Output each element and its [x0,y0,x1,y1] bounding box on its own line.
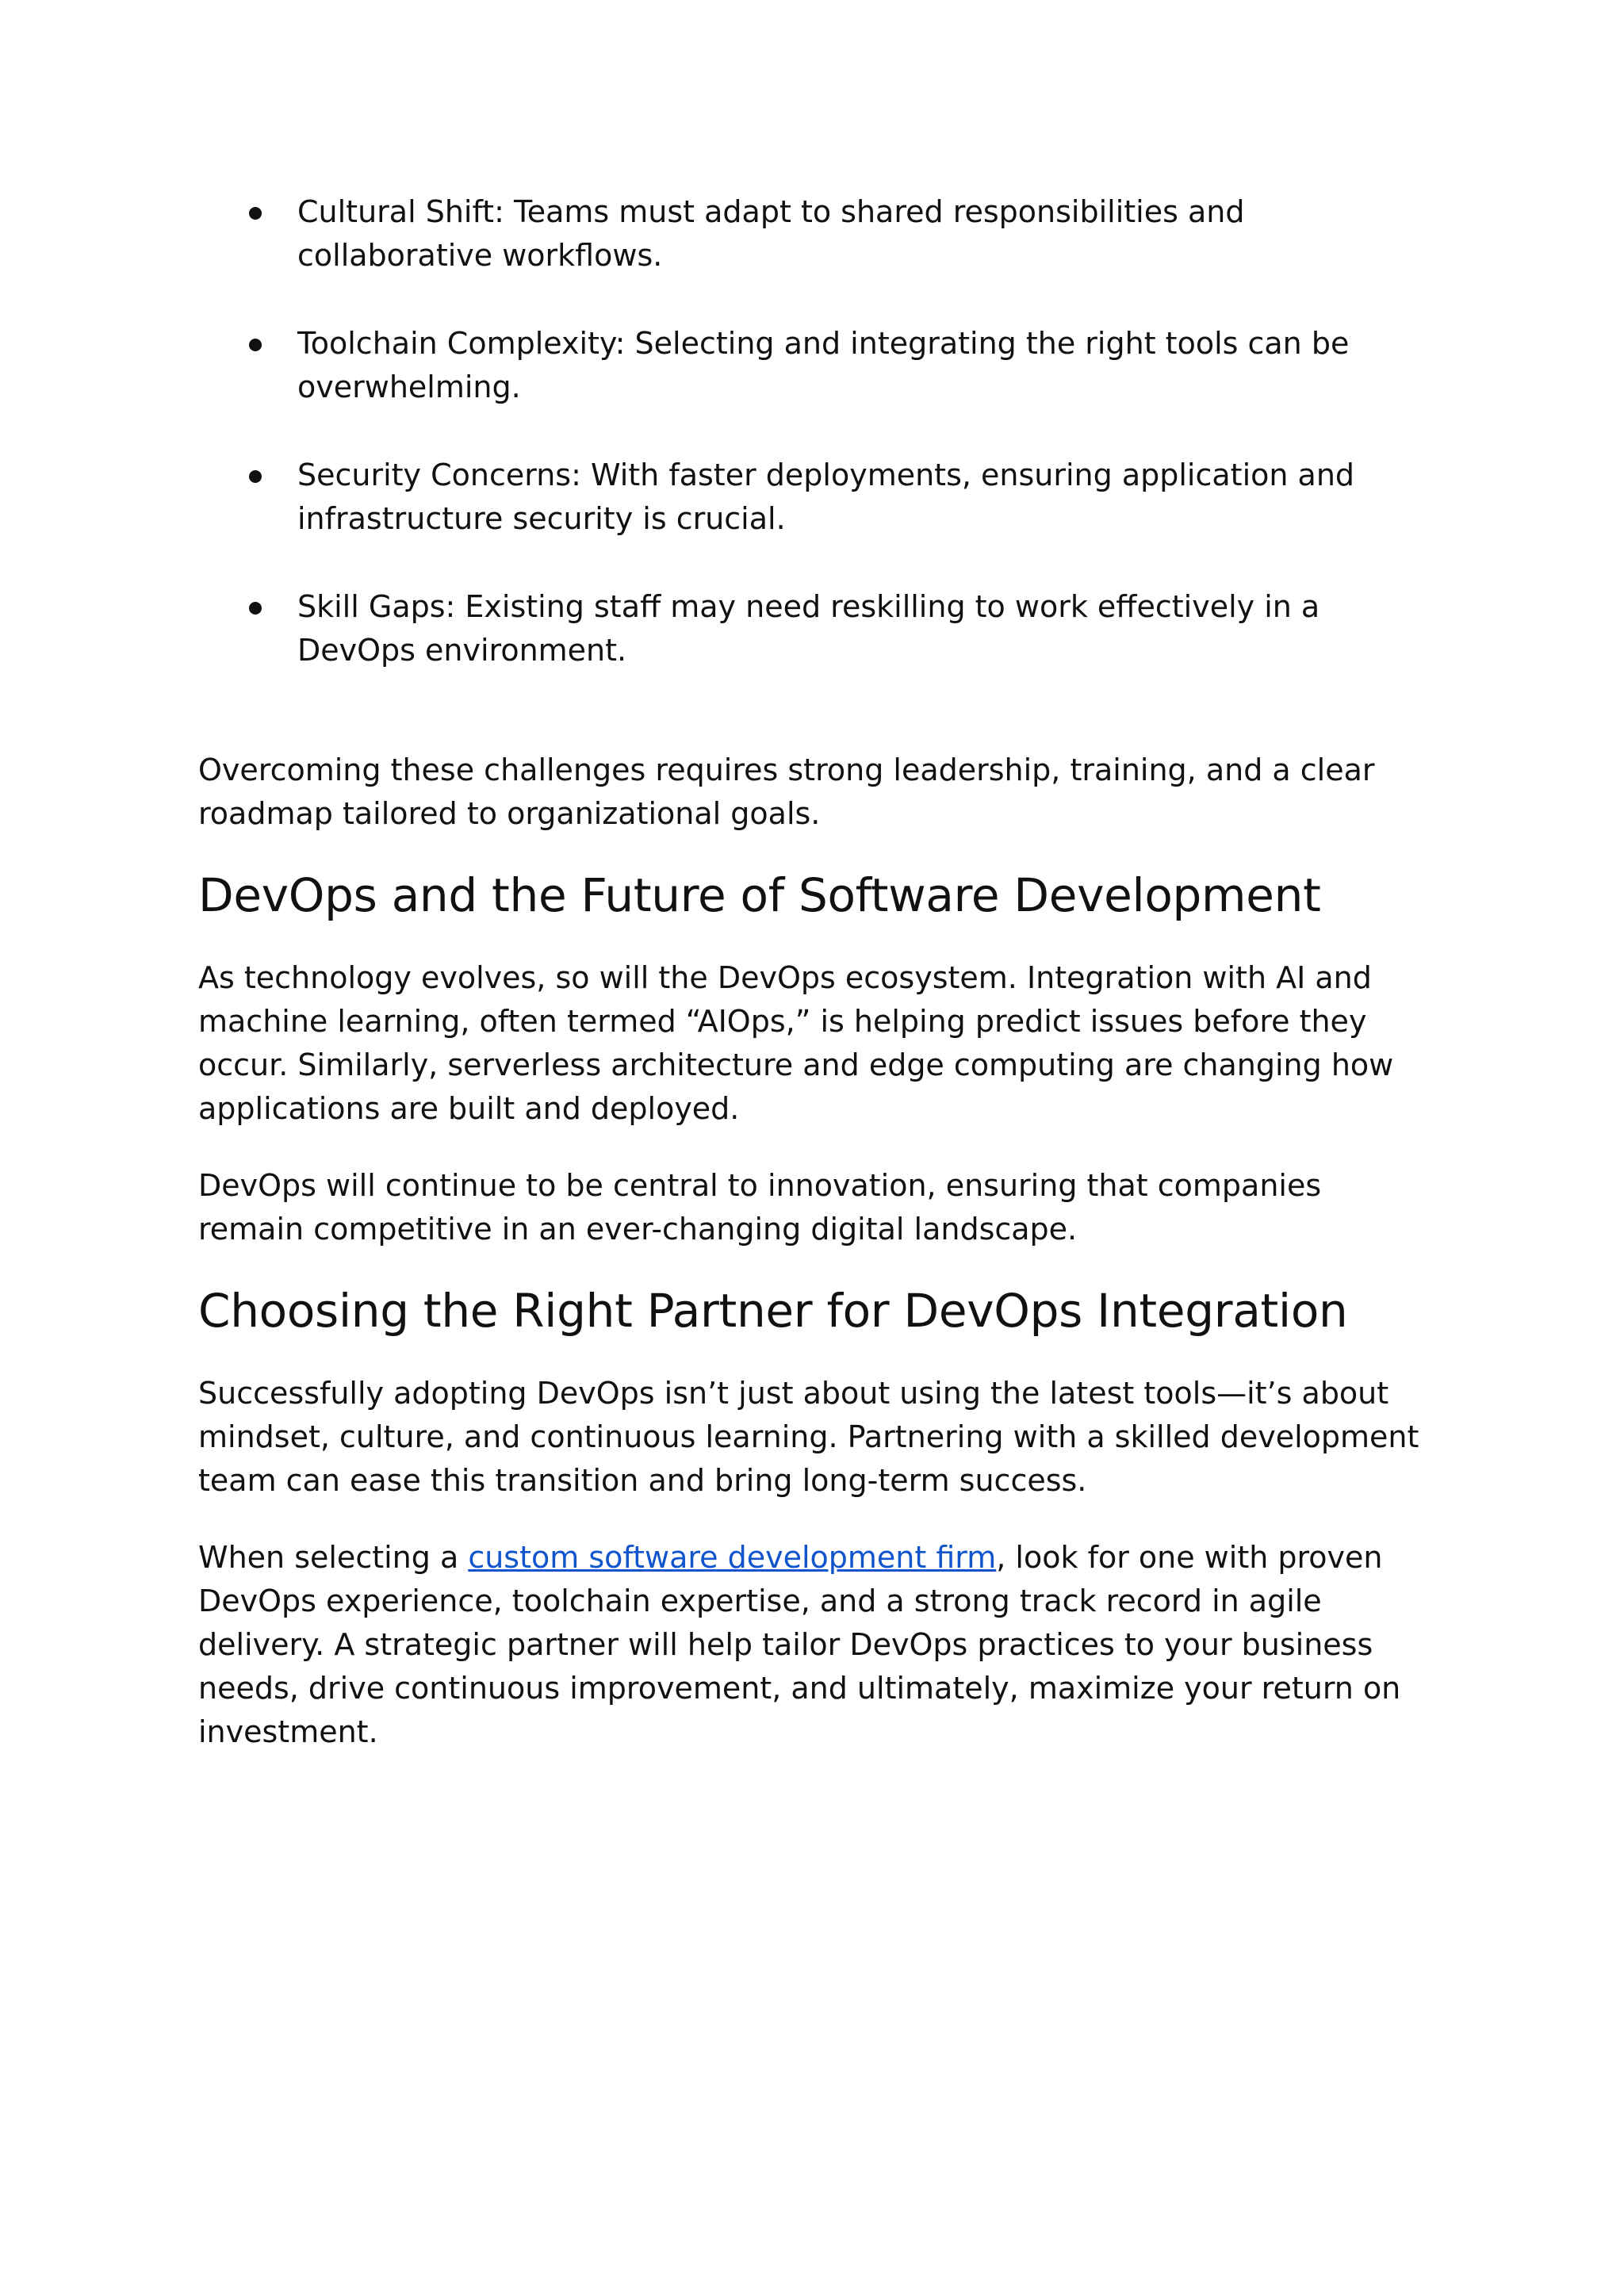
document-page [198,190,1435,1754]
overcoming-paragraph: Overcoming these challenges requires strong leadership, training, and a clear roadmap tailored to organizational goals. [198,753,1375,831]
list-item-text: Security Concerns: With faster deployments, ensuring application and infrastructure security is crucial. [297,458,1355,536]
list-item-text: Cultural Shift: Teams must adapt to shared responsibilities and collaborative workflows. [297,194,1245,273]
list-item-text: Skill Gaps: Existing staff may need reskilling to work effectively in a DevOps environment. [297,589,1320,668]
future-paragraph-1: As technology evolves, so will the DevOps ecosystem. Integration with AI and machine learning, often termed “AIOps,” is helping predict issues before they occur. Similarly, serverless architecture and edge computing are changing how applications are built and deployed. [198,960,1394,1126]
partner-paragraph-2-rest: , look for one with proven DevOps experience, toolchain expertise, and a strong track record in agile delivery. A strategic partner will help tailor DevOps practices to your business needs, drive continuous improvement, and ultimately, maximize your return on investment. [198,1540,1401,1749]
partner-section-heading: Choosing the Right Partner for DevOps Integration [198,1284,1348,1338]
bullet-icon [249,470,262,483]
custom-software-firm-link[interactable]: custom software development firm [468,1540,997,1575]
list-item [198,190,1435,278]
challenges-list [198,190,1435,672]
list-item-text: Toolchain Complexity: Selecting and integrating the right tools can be overwhelming. [297,326,1350,404]
list-item [198,322,1435,409]
future-section-heading: DevOps and the Future of Software Development [198,868,1321,922]
partner-paragraph-2 [198,1536,1435,1754]
bullet-icon [249,207,262,220]
list-item [198,585,1435,672]
bullet-icon [249,602,262,615]
list-item [198,454,1435,541]
partner-paragraph-2-lead: When selecting a [198,1540,469,1575]
partner-paragraph-1: Successfully adopting DevOps isn’t just about using the latest tools—it’s about mindset, culture, and continuous learning. Partnering with a skilled development team can ease this transition and bring long-term success. [198,1376,1419,1498]
bullet-icon [249,339,262,351]
future-paragraph-2: DevOps will continue to be central to innovation, ensuring that companies remain competitive in an ever-changing digital landscape. [198,1168,1322,1247]
